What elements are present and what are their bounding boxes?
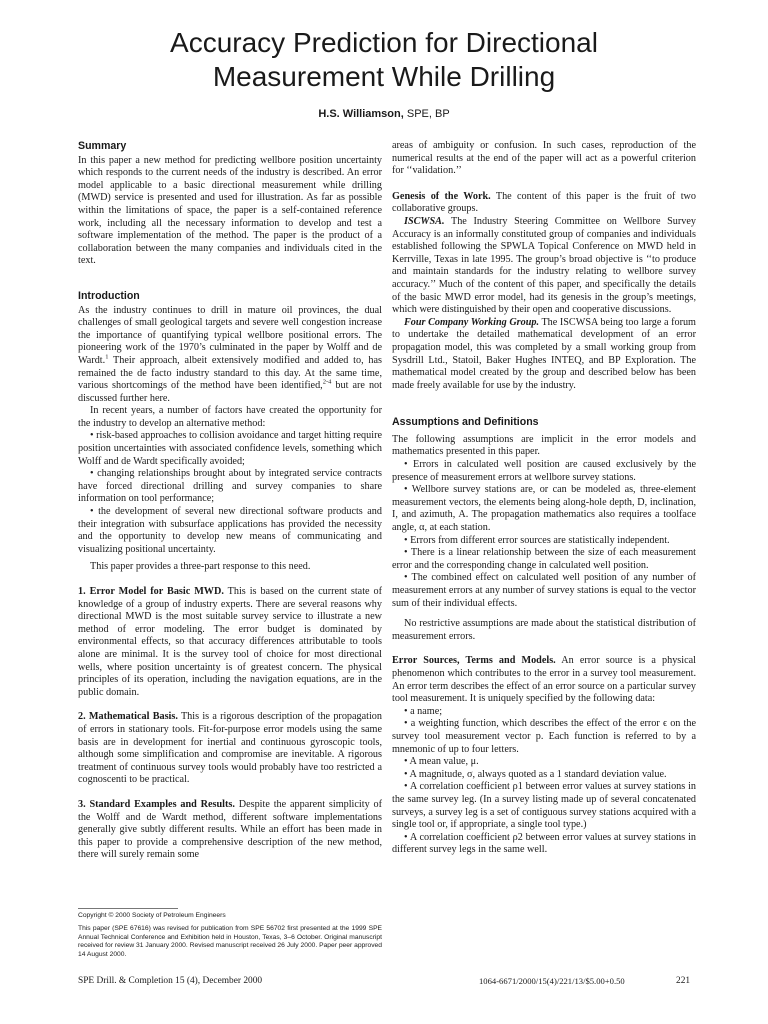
intro-p1-text-b: Their approach, albeit extensively modified and added to, has remained the de facto industry standard to this day. At the same time, various shortcomings of the method have been identified,	[78, 354, 382, 392]
copyright-footnote: Copyright © 2000 Society of Petroleum Engineers	[78, 912, 226, 919]
assumptions-closing: No restrictive assumptions are made about the statistical distribution of measurement errors.	[392, 618, 696, 642]
page-number: 221	[676, 976, 691, 986]
part-3-text: Despite the apparent simplicity of the Wolff and de Wardt method, different software implementations generally give subtly different results. While an effort has been made in this paper to provide a comprehensive description of the new method, there will surely remain some	[78, 798, 382, 861]
intro-bullet-2: • changing relationships brought about by integrated service contracts have forced directional drilling and survey companies to share information on tool performance;	[78, 468, 382, 505]
part-3-heading: 3. Standard Examples and Results.	[78, 798, 235, 810]
title-line-2: Measurement While Drilling	[212, 61, 556, 92]
fcwg-paragraph	[392, 317, 696, 393]
author-line	[0, 108, 768, 120]
genesis-heading: Genesis of the Work.	[392, 190, 491, 202]
intro-paragraph-1	[78, 305, 382, 406]
iscwsa-paragraph	[392, 216, 696, 317]
part-2-paragraph	[78, 711, 382, 787]
left-column	[78, 140, 382, 862]
error-sources-heading: Error Sources, Terms and Models.	[392, 655, 556, 667]
fcwg-heading: Four Company Working Group.	[404, 316, 540, 328]
error-term-bullet-1: • a name;	[404, 705, 443, 717]
iscwsa-heading: ISCWSA.	[404, 215, 445, 227]
assumption-bullet-4: • There is a linear relationship between the size of each measurement error and the corresponding change in calculated well position.	[392, 547, 696, 571]
genesis-paragraph	[392, 191, 696, 216]
fcwg-text: The ISCWSA being too large a forum to undertake the detailed mathematical development of an error propagation model, this was completed by a small working group from Sysdrill Ltd., Statoil, Baker Hughes INTEQ, and BP Exploration. The mathematical model created by the group and described below has been made freely available for use by the industry.	[392, 316, 696, 391]
intro-bullet-1: • risk-based approaches to collision avoidance and target hitting require position uncertainties with associated confidence levels, something which Wolff and de Wardt specifically avoided;	[78, 430, 382, 467]
author-affiliation: SPE, BP	[403, 108, 450, 120]
intro-p1-text-a: As the industry continues to drill in mature oil provinces, the dual challenges of small geological targets and severe well congestion increase the importance of quantifying typical wellbore positional errors. The pioneering work of the 1970’s culminated in the paper by Wolff and de Wardt.	[78, 304, 382, 366]
right-continued-paragraph: areas of ambiguity or confusion. In such cases, reproduction of the numerical results at the end of the paper will act as a powerful criterion for ‘‘validation.’’	[392, 140, 696, 177]
assumption-bullet-5: • The combined effect on calculated well position of any number of measurement errors at any number of survey stations is equal to the vector sum of their individual effects.	[392, 572, 696, 609]
paper-title	[0, 26, 768, 94]
manuscript-footnote: This paper (SPE 67616) was revised for publication from SPE 56702 first presented at the 1999 SPE Annual Technical Conference and Exhibition held in Houston, Texas, 3–6 October. Original manuscript received for review 31 January 2000. Revised manuscript received 26 July 2000. Paper peer approved 14 August 2000.	[78, 925, 382, 958]
error-term-bullet-5: • A correlation coefficient ρ1 between error values at survey stations in the same survey leg. (In a survey listing made up of several concatenated surveys, a survey leg is a set of contiguous survey stations acquired with a single tool or, if appropriate, a single tool type.)	[392, 781, 696, 831]
assumption-bullet-1: • Errors in calculated well position are caused exclusively by the presence of measurement errors at wellbore survey stations.	[392, 459, 696, 483]
error-term-bullet-6: • A correlation coefficient ρ2 between error values at survey stations in different survey legs in the same well.	[392, 831, 696, 856]
assumptions-heading: Assumptions and Definitions	[392, 416, 539, 429]
part-1-paragraph	[78, 586, 382, 699]
error-sources-paragraph	[392, 655, 696, 705]
error-term-bullet-3: • A mean value, μ.	[404, 756, 479, 768]
footer-issn: 1064-6671/2000/15(4)/221/13/$5.00+0.50	[479, 976, 625, 986]
iscwsa-text: The Industry Steering Committee on Wellbore Survey Accuracy is an informally constituted group of companies and individuals established following the SPWLA Topical Conference on MWD held in Kerrville, Texas in late 1995. The group’s broad objective is ‘‘to produce and maintain standards for the industry relating to wellbore survey accuracy.’’ Much of the content of this paper, and specifically the details of the basic MWD error model, had its genesis in the group’s meetings, which were distinguished by their open and cooperative discussions.	[392, 215, 696, 316]
footnotes	[78, 912, 382, 964]
intro-paragraph-2: In recent years, a number of factors have created the opportunity for the industry to develop an alternative method:	[78, 405, 382, 429]
summary-paragraph: In this paper a new method for predicting wellbore position uncertainty which responds to the current needs of the industry is described. An error model applicable to a basic directional measurement while drilling (MWD) service is presented and used for illustration. As far as possible within the limitations of space, the paper is a self-contained reference work, including all the necessary information to develop and test a software implementation of the method. The paper is the product of a collaboration between the many companies and individuals cited in the text.	[78, 154, 382, 267]
footer-journal: SPE Drill. & Completion 15 (4), December 2000	[78, 976, 263, 986]
part-3-paragraph	[78, 799, 382, 862]
part-2-heading: 2. Mathematical Basis.	[78, 711, 178, 723]
error-term-bullet-4: • A magnitude, σ, always quoted as a 1 standard deviation value.	[404, 768, 667, 780]
part-1-text: This is based on the current state of knowledge of a group of industry experts. There are several reasons why directional MWD is the most suitable survey service to illustrate a new method of error modeling. The error budget is dominated by environmental effects, so that accuracy differences attributable to tools alone are minimal. It is the survey tool of choice for most directional wells, where position uncertainty is of greatest concern. The physical principles of its operation, including the navigation equations, are in the public domain.	[78, 586, 382, 698]
intro-paragraph-3: This paper provides a three-part response to this need.	[90, 561, 311, 573]
assumptions-intro: The following assumptions are implicit in the error models and mathematics presented in this paper.	[392, 433, 696, 458]
error-sources-text: An error source is a physical phenomenon which contributes to the error in a survey tool measurement. An error term describes the effect of an error source on a particular survey tool measurement. It is uniquely specified by the following data:	[392, 655, 696, 705]
introduction-heading: Introduction	[78, 289, 140, 302]
author-name: H.S. Williamson,	[318, 108, 404, 120]
intro-p1-text-c: but are not discussed further here.	[78, 380, 382, 404]
part-1-heading: 1. Error Model for Basic MWD.	[78, 586, 224, 597]
right-column	[392, 140, 696, 857]
assumption-bullet-3: • Errors from different error sources are statistically independent.	[404, 534, 670, 546]
citation-2-4: 2-4	[322, 378, 332, 386]
intro-bullet-3: • the development of several new directional software products and their integration with subsurface applications has provided the necessity and the opportunity to develop new means of communicating and visualizing positional uncertainty.	[78, 506, 382, 555]
assumption-bullet-2: • Wellbore survey stations are, or can be modeled as, three-element measurement vectors, the elements being along-hole depth, D, inclination, I, and azimuth, A. The propagation mathematics also requires a toolface angle, α, at each station.	[392, 484, 696, 534]
part-2-text: This is a rigorous description of the propagation of errors in stationary tools. Fit-for-purpose error models using the same basis are in development for inertial and continuous gyroscopic tools, although some simplification and compromise are inevitable. A rigorous treatment of continuous survey tools would probably have too restricted a cognoscenti to be practical.	[78, 711, 382, 786]
error-term-bullet-2: • a weighting function, which describes the effect of the error ϵ on the survey tool measurement vector p. Each function is referred to by a mnemonic of up to four letters.	[392, 718, 696, 755]
footnote-rule	[78, 908, 178, 909]
citation-1: 1	[105, 353, 109, 361]
genesis-text: The content of this paper is the fruit of two collaborative groups.	[392, 190, 696, 215]
summary-heading: Summary	[78, 140, 127, 152]
title-line-1: Accuracy Prediction for Directional	[170, 27, 598, 58]
